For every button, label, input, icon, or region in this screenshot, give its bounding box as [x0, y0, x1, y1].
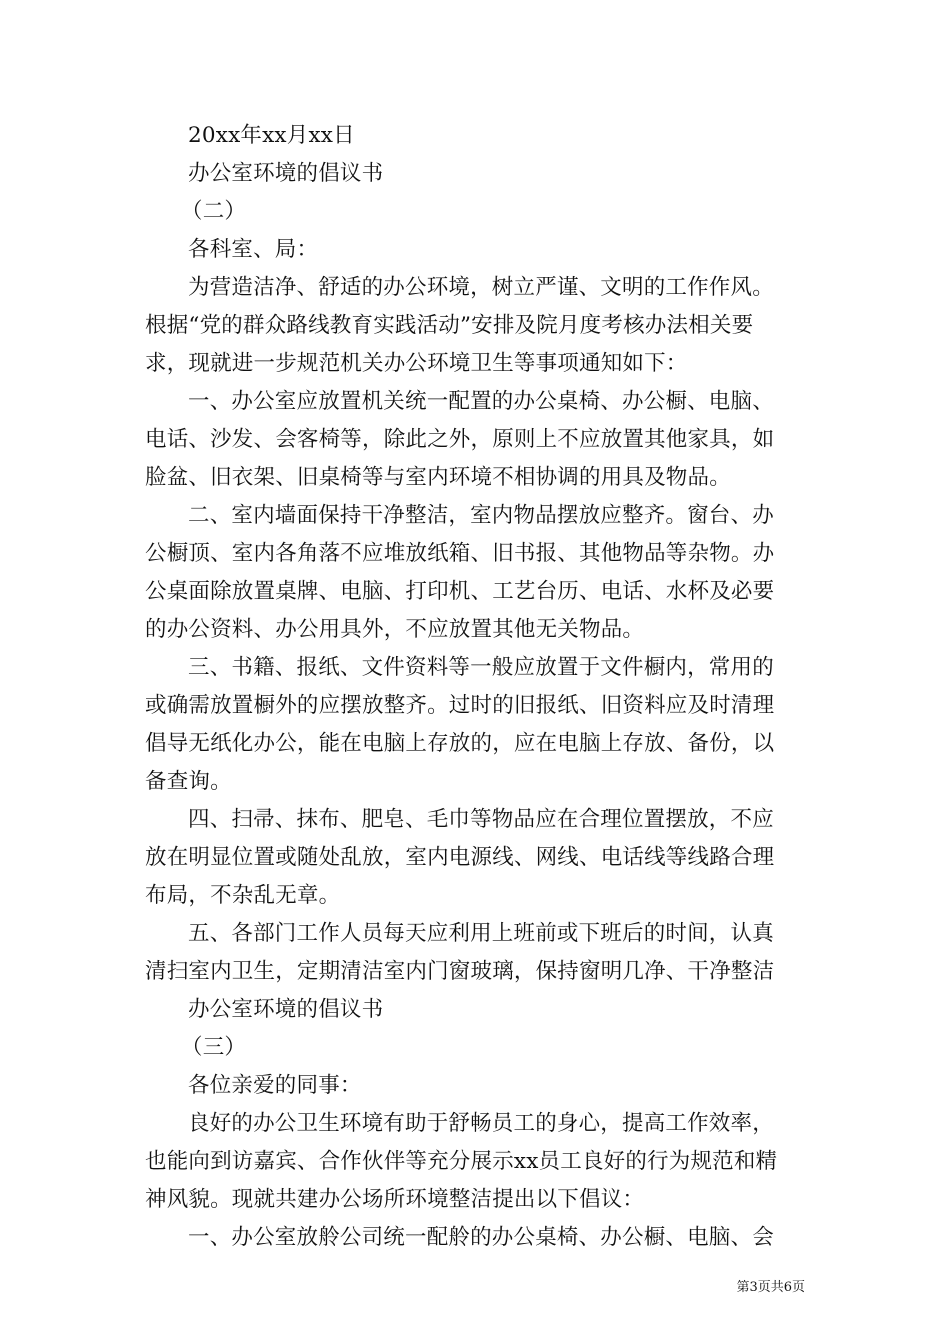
- paragraph-line: 公桌面除放置桌牌、电脑、打印机、工艺台历、电话、水杯及必要: [145, 579, 775, 604]
- paragraph-line: 公橱顶、室内各角落不应堆放纸箱、旧书报、其他物品等杂物。办: [145, 541, 775, 566]
- paragraph-line: 或确需放置橱外的应摆放整齐。过时的旧报纸、旧资料应及时清理: [145, 693, 775, 718]
- paragraph-line: 为营造洁净、舒适的办公环境，树立严谨、文明的工作作风。: [188, 275, 774, 300]
- section-number: （二）: [181, 199, 247, 224]
- salutation: 各位亲爱的同事：: [188, 1073, 362, 1098]
- paragraph-line: 根据“党的群众路线教育实践活动”安排及院月度考核办法相关要: [145, 313, 754, 338]
- paragraph-line: 布局，不杂乱无章。: [145, 883, 341, 908]
- paragraph-line: 良好的办公卫生环境有助于舒畅员工的身心，提高工作效率，: [188, 1111, 774, 1136]
- section-title: 办公室环境的倡议书: [188, 161, 384, 186]
- paragraph-line: 清扫室内卫生，定期清洁室内门窗玻璃，保持窗明几净、干净整洁: [145, 959, 775, 984]
- paragraph-line: 一、办公室放舲公司统一配舲的办公桌椅、办公橱、电脑、会: [188, 1225, 774, 1250]
- salutation: 各科室、局：: [188, 237, 319, 262]
- page-number: 第3页共6页: [736, 1280, 805, 1295]
- paragraph-line: 电话、沙发、会客椅等，除此之外，原则上不应放置其他家具，如: [145, 427, 775, 452]
- paragraph-line: 一、办公室应放置机关统一配置的办公桌椅、办公橱、电脑、: [188, 389, 774, 414]
- paragraph-line: 也能向到访嘉宾、合作伙伴等充分展示xx员工良好的行为规范和精: [145, 1149, 778, 1174]
- paragraph-line: 五、各部门工作人员每天应利用上班前或下班后的时间，认真: [188, 921, 774, 946]
- paragraph-line: 倡导无纸化办公，能在电脑上存放的，应在电脑上存放、备份，以: [145, 731, 775, 756]
- section-number: （三）: [181, 1035, 247, 1060]
- paragraph-line: 神风貌。现就共建办公场所环境整洁提出以下倡议：: [145, 1187, 645, 1212]
- paragraph-line: 的办公资料、办公用具外，不应放置其他无关物品。: [145, 617, 645, 642]
- paragraph-line: 放在明显位置或随处乱放，室内电源线、网线、电话线等线路合理: [145, 845, 775, 870]
- paragraph-line: 三、书籍、报纸、文件资料等一般应放置于文件橱内，常用的: [188, 655, 774, 680]
- paragraph-line: 四、扫帚、抹布、肥皂、毛巾等物品应在合理位置摆放，不应: [188, 807, 774, 832]
- paragraph-line: 二、室内墙面保持干净整洁，室内物品摆放应整齐。窗台、办: [188, 503, 774, 528]
- paragraph-line: 脸盆、旧衣架、旧桌椅等与室内环境不相协调的用具及物品。: [145, 465, 731, 490]
- paragraph-line: 求，现就进一步规范机关办公环境卫生等事项通知如下：: [145, 351, 688, 376]
- section-title: 办公室环境的倡议书: [188, 997, 384, 1022]
- paragraph-line: 备查询。: [145, 769, 232, 794]
- date-line: 20xx年xx月xx日: [188, 123, 355, 148]
